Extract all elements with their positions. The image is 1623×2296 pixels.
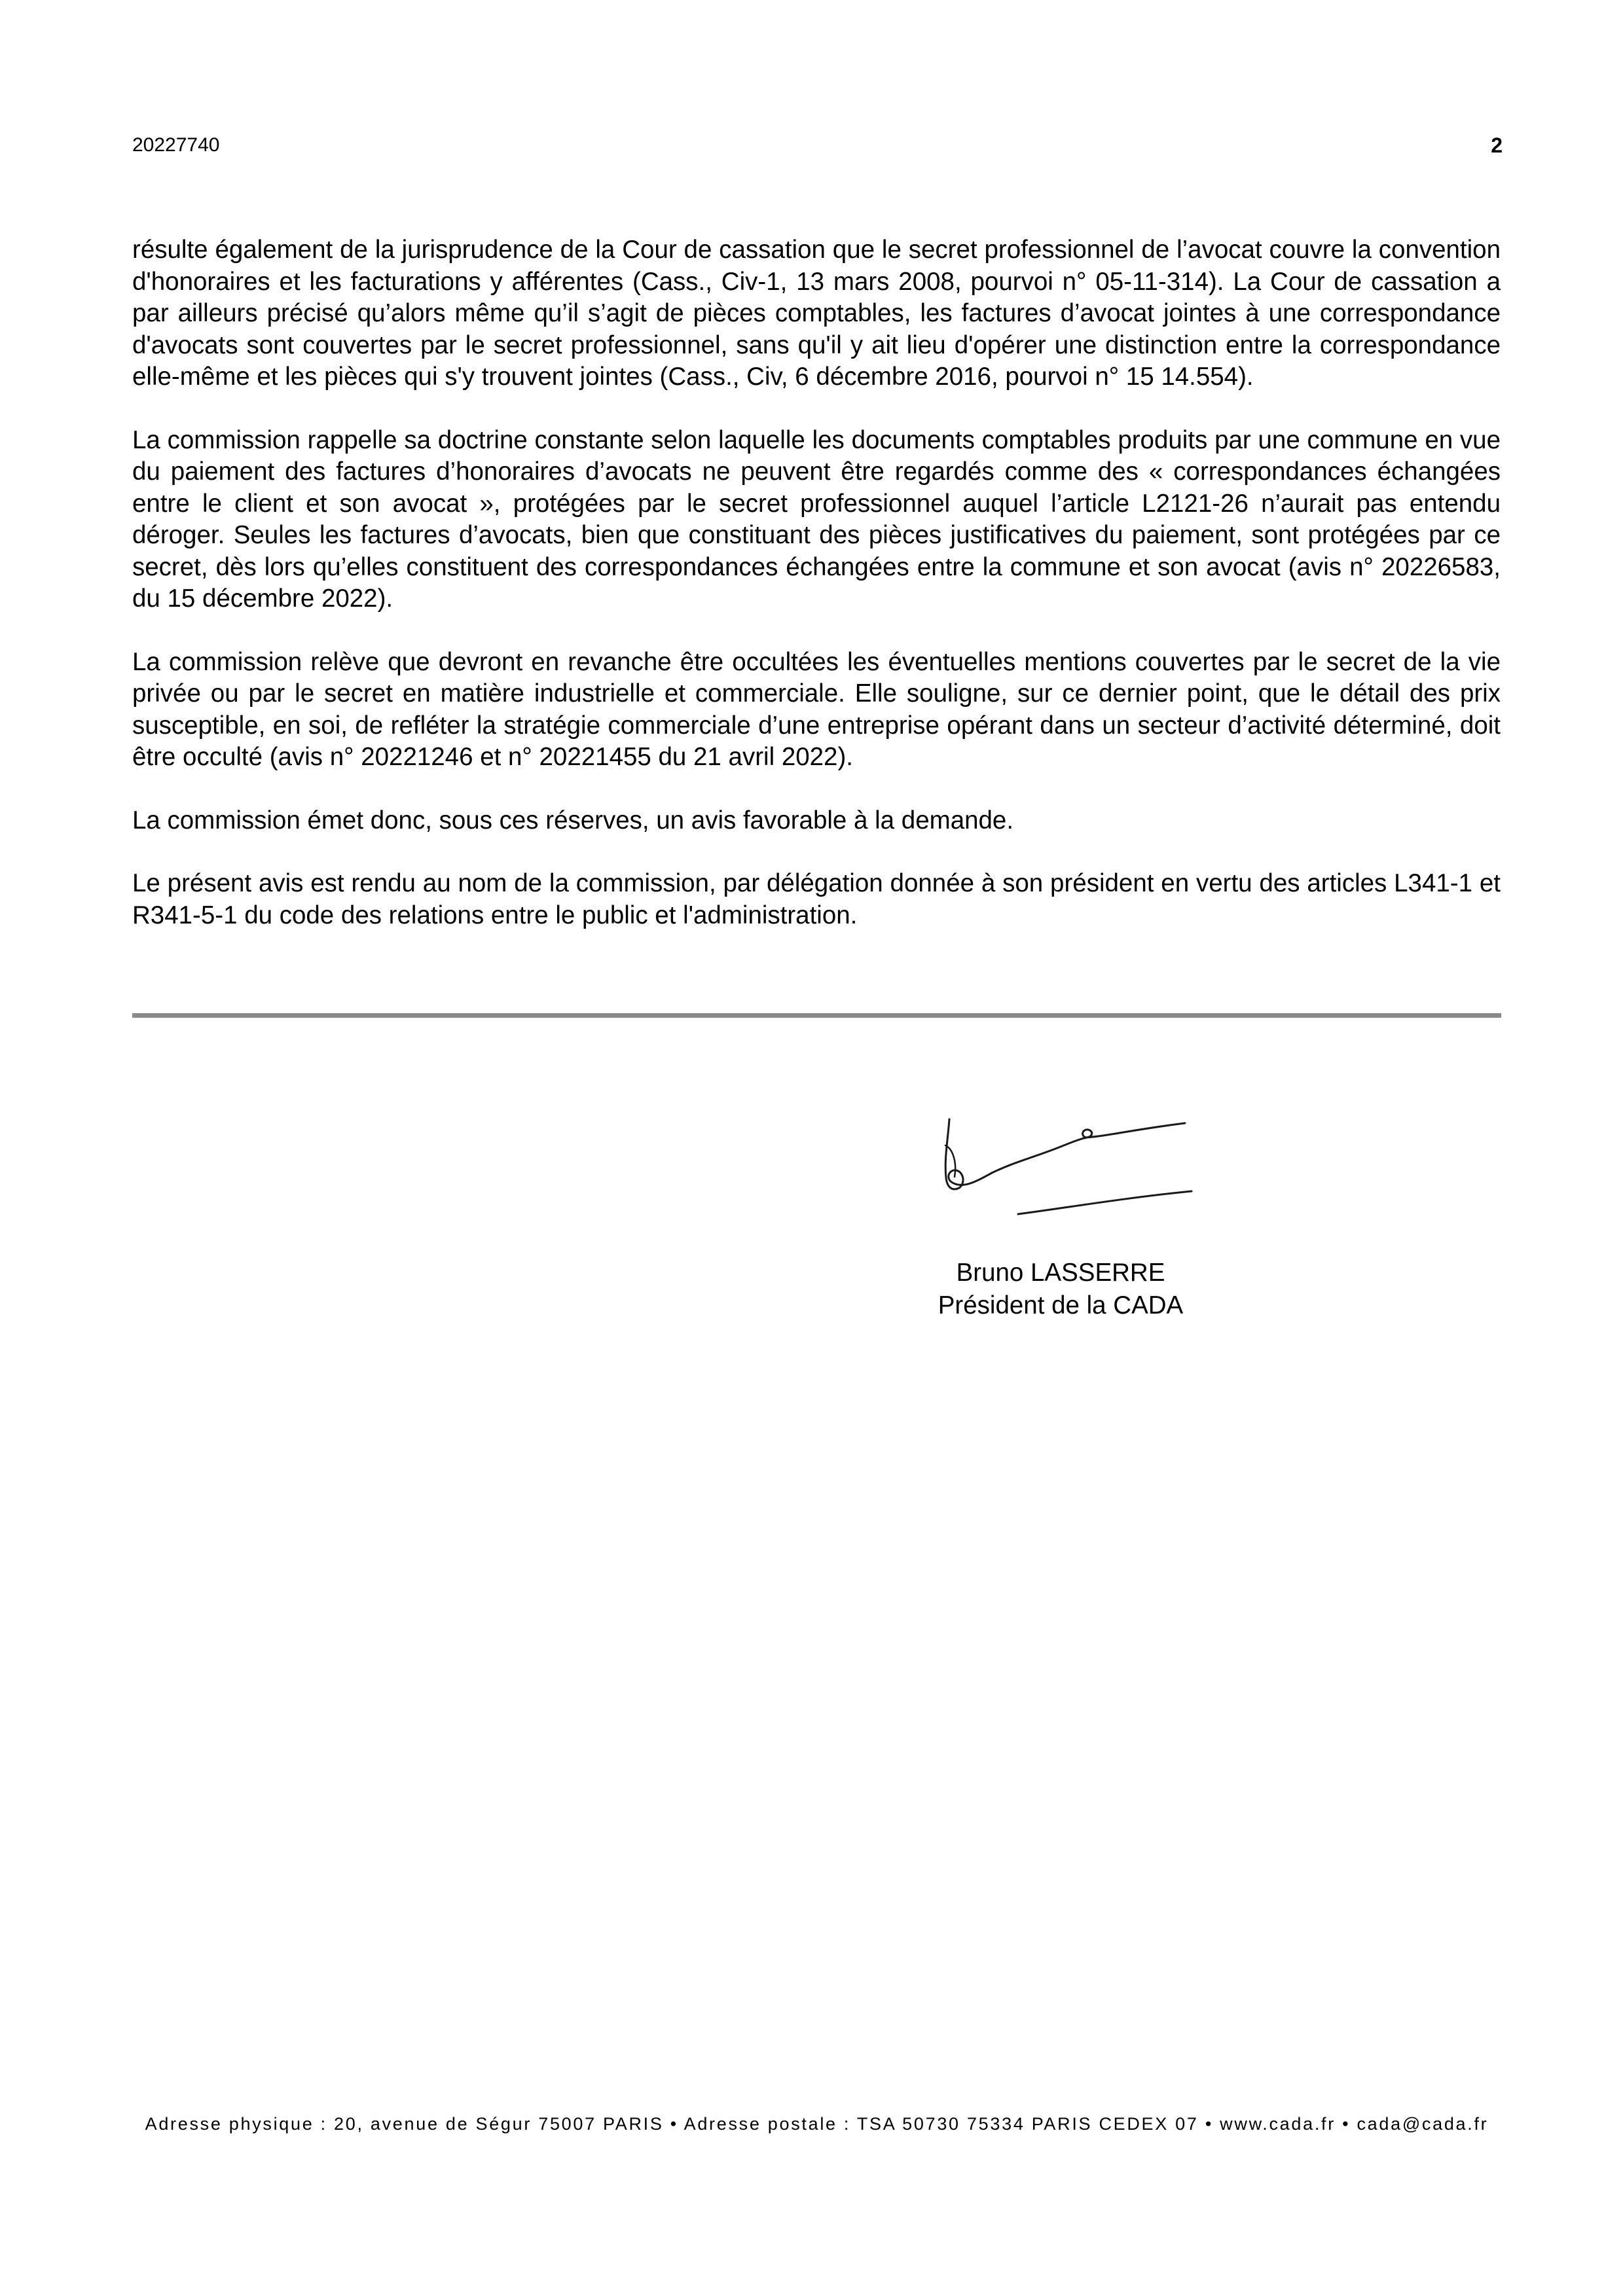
paragraph-delegation: Le présent avis est rendu au nom de la commission, par délégation donnée à son président en vertu des articles L341-1 et R341-5-1 du code des relations entre le public et l'administration. bbox=[132, 869, 1501, 929]
paragraph-doctrine: La commission rappelle sa doctrine constante selon laquelle les documents comptables produits par une commune en vue du paiement des factures d’honoraires d’avocats ne peuvent être regardés comme des « correspondances échangées entre le client et son avocat », protégées par le secret professionnel auquel l’article L2121-26 n’aurait pas entendu déroger. Seules les factures d’avocats, bien que constituant des pièces justificatives du paiement, sont protégées par ce secret, dès lors qu’elles constituent des correspondances échangées entre la commune et son avocat (avis n° 20226583, du 15 décembre 2022). bbox=[132, 425, 1501, 613]
signatory-name: Bruno LASSERRE bbox=[956, 1259, 1165, 1287]
handwritten-signature bbox=[936, 1100, 1211, 1230]
document-body bbox=[132, 234, 1501, 963]
paragraph-occultation: La commission relève que devront en revanche être occultées les éventuelles mentions couvertes par le secret de la vie privée ou par le secret en matière industrielle et commerciale. Elle souligne, sur ce dernier point, que le détail des prix susceptible, en soi, de refléter la stratégie commerciale d’une entreprise opérant dans un secteur d’activité déterminé, doit être occulté (avis n° 20221246 et n° 20221455 du 21 avril 2022). bbox=[132, 647, 1501, 771]
paragraph-avis-favorable: La commission émet donc, sous ces réserves, un avis favorable à la demande. bbox=[132, 806, 1014, 834]
document-reference: 20227740 bbox=[132, 134, 220, 156]
signatory-block bbox=[864, 1257, 1257, 1322]
paragraph-jurisprudence: résulte également de la jurisprudence de la Cour de cassation que le secret professionnel de l’avocat couvre la convention d'honoraires et les facturations y afférentes (Cass., Civ-1, 13 mars 2008, pourvoi n° 05-11-314). La Cour de cassation a par ailleurs précisé qu’alors même qu’il s’agit de pièces comptables, les factures d’avocat jointes à une correspondance d'avocats sont couvertes par le secret professionnel, sans qu'il y ait lieu d'opérer une distinction entre la correspondance elle-même et les pièces qui s'y trouvent jointes (Cass., Civ, 6 décembre 2016, pourvoi n° 15 14.554). bbox=[132, 236, 1501, 391]
page-number: 2 bbox=[1491, 134, 1503, 157]
section-divider bbox=[132, 1013, 1501, 1018]
footer-address: Adresse physique : 20, avenue de Ségur 75007 PARIS • Adresse postale : TSA 50730 75334 PARIS CEDEX 07 • www.cada.fr • cada@cada.fr bbox=[145, 2114, 1489, 2134]
signatory-title: Président de la CADA bbox=[938, 1291, 1184, 1319]
